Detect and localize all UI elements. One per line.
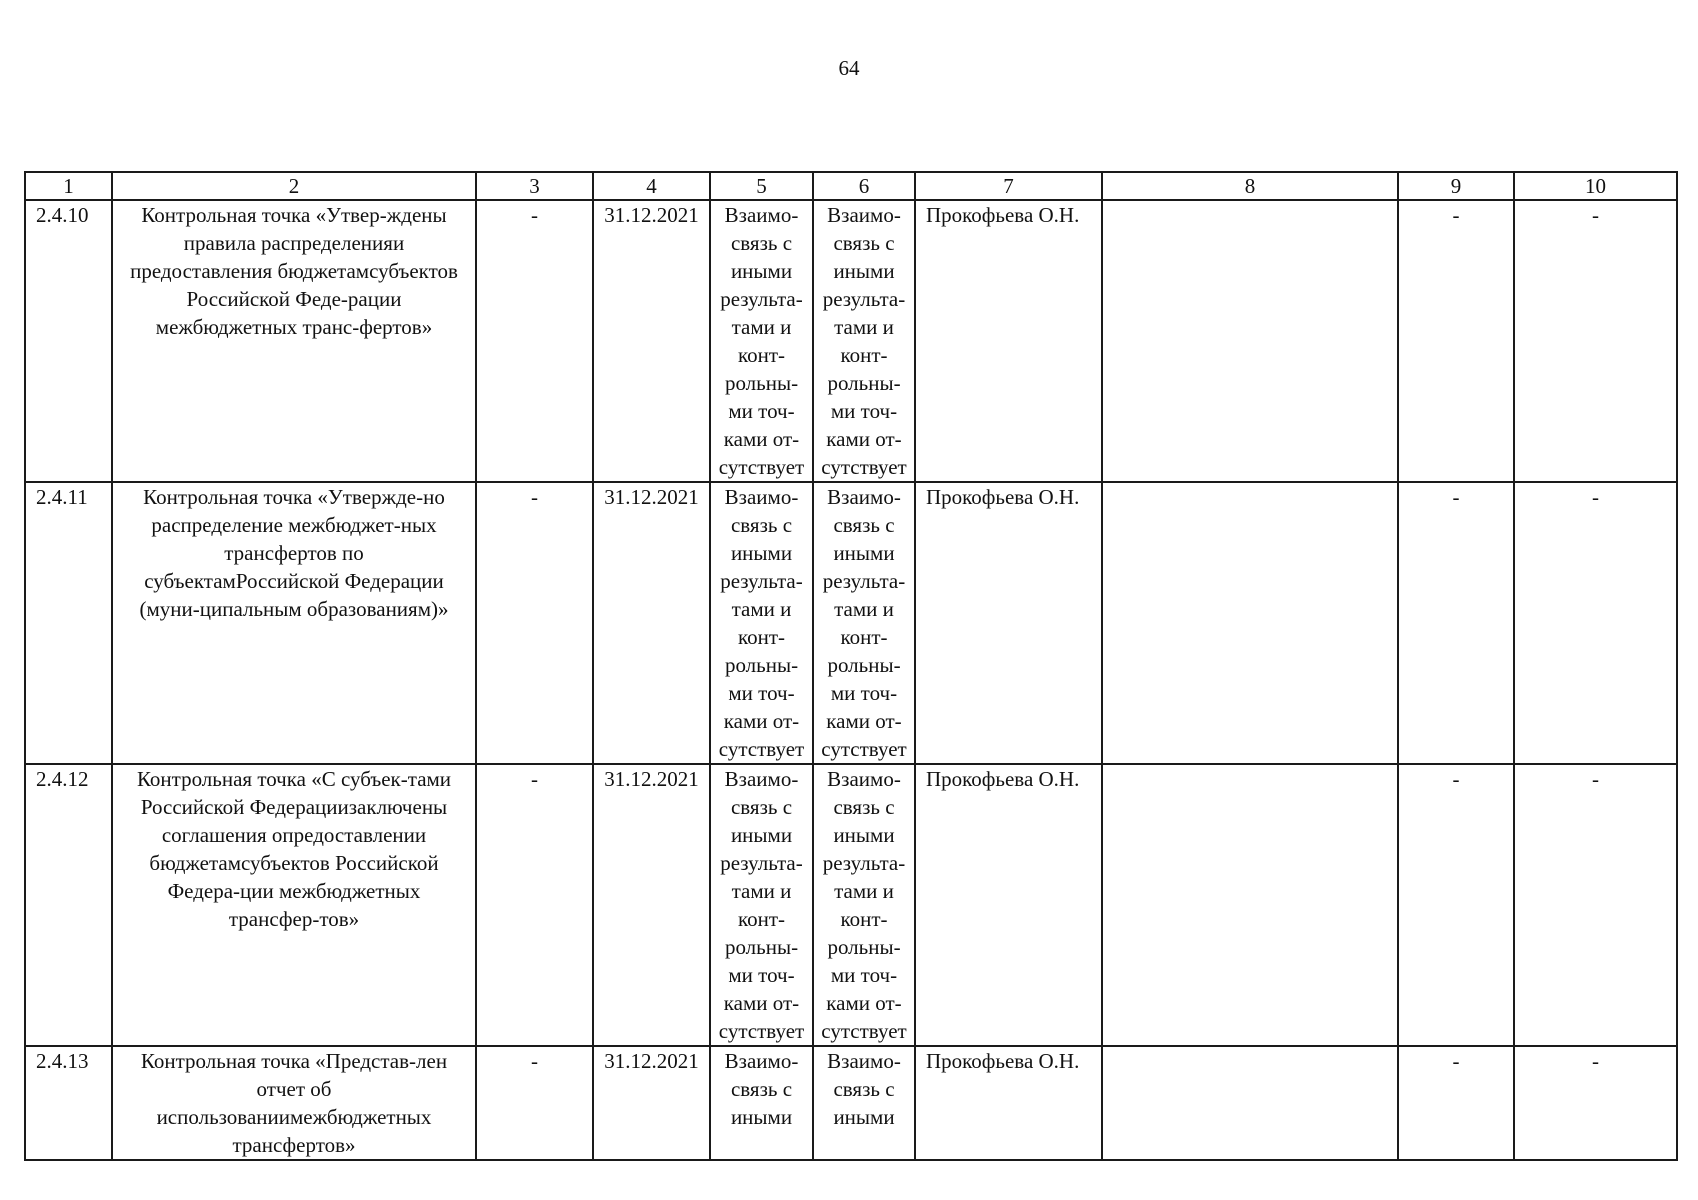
column-9-value: - (1398, 1046, 1514, 1160)
text-line: сутствует (821, 737, 907, 761)
text-line: ми точ- (830, 963, 898, 987)
text-line: конт- (737, 343, 786, 367)
column-5-relation (710, 764, 813, 1046)
text-line: ждены правила распределения (183, 203, 447, 255)
column-8-value (1102, 200, 1398, 482)
text-line: связь с (833, 1077, 895, 1101)
column-6-relation (813, 482, 915, 764)
text-line: конт- (840, 343, 888, 367)
text-line: Взаимо- (827, 203, 901, 227)
text-line: Взаимо- (724, 1049, 799, 1073)
column-header: 7 (915, 172, 1102, 200)
column-header: 5 (710, 172, 813, 200)
text-line: сутствует (718, 1019, 805, 1043)
text-line: тами и (731, 879, 792, 903)
text-line: ками от- (723, 427, 800, 451)
text-line: связь с (730, 1077, 793, 1101)
control-point-name (112, 1046, 476, 1160)
text-line: тами и (834, 879, 894, 903)
text-line: Контрольная точка «С субъек- (136, 767, 408, 791)
column-10-value: - (1514, 764, 1677, 1046)
text-line: результа- (720, 569, 803, 593)
text-line: тами и (834, 315, 894, 339)
text-line: Контрольная точка «Представ- (140, 1049, 417, 1073)
text-line: иными (730, 1105, 793, 1129)
column-header: 4 (593, 172, 710, 200)
text-line: Контрольная точка «Утвер- (141, 203, 387, 227)
text-line: связь с (833, 231, 895, 255)
responsible-person: Прокофьева О.Н. (915, 200, 1102, 482)
column-header: 6 (813, 172, 915, 200)
column-3-value: - (476, 200, 593, 482)
column-8-value (1102, 482, 1398, 764)
text-line: ции межбюджетных трансфер- (228, 879, 421, 931)
page-number: 64 (838, 56, 860, 80)
text-line: рольны- (827, 935, 901, 959)
text-line: иными (833, 823, 895, 847)
text-line: Взаимо- (724, 485, 799, 509)
text-line: результа- (822, 287, 906, 311)
control-point-name (112, 482, 476, 764)
control-points-table (24, 171, 1678, 1161)
text-line: ками от- (826, 709, 902, 733)
text-line: ми точ- (728, 681, 795, 705)
text-line: фертов» (359, 315, 433, 339)
column-5-relation (710, 200, 813, 482)
text-line: рольны- (827, 371, 901, 395)
text-line: рации межбюджетных транс- (155, 287, 402, 339)
text-line: Контрольная точка «Утвержде- (143, 485, 424, 509)
due-date: 31.12.2021 (593, 764, 710, 1046)
text-line: рольны- (724, 653, 799, 677)
column-3-value: - (476, 482, 593, 764)
text-line: иными (833, 1105, 895, 1129)
text-line: ми точ- (728, 399, 795, 423)
text-line: Взаимо- (827, 485, 901, 509)
text-line: результа- (720, 851, 803, 875)
column-header: 9 (1398, 172, 1514, 200)
column-header: 10 (1514, 172, 1677, 200)
text-line: тов» (319, 907, 360, 931)
control-point-name (112, 200, 476, 482)
text-line: конт- (737, 907, 786, 931)
text-line: ных трансфертов по субъектам (144, 513, 437, 593)
column-10-value: - (1514, 1046, 1677, 1160)
column-9-value: - (1398, 482, 1514, 764)
text-line: иными (730, 259, 793, 283)
column-6-relation (813, 1046, 915, 1160)
text-line: ципальным образованиям)» (199, 597, 449, 621)
text-line: но распределение межбюджет- (151, 485, 445, 537)
text-line: результа- (822, 851, 906, 875)
text-line: сутствует (718, 455, 805, 479)
text-line: ками от- (723, 991, 800, 1015)
item-number: 2.4.13 (25, 1046, 112, 1160)
responsible-person: Прокофьева О.Н. (915, 1046, 1102, 1160)
text-line: иными (833, 259, 895, 283)
column-8-value (1102, 764, 1398, 1046)
text-line: субъектов Российской Феде- (186, 259, 458, 311)
table-row (25, 764, 1677, 1046)
text-line: сутствует (821, 1019, 907, 1043)
column-9-value: - (1398, 764, 1514, 1046)
text-line: предоставлении бюджетам (149, 823, 427, 875)
column-8-value (1102, 1046, 1398, 1160)
text-line: связь с (833, 795, 895, 819)
column-10-value: - (1514, 482, 1677, 764)
text-line: связь с (730, 231, 793, 255)
text-line: заключены соглашения о (161, 795, 448, 847)
text-line: Взаимо- (827, 767, 901, 791)
text-line: и предоставления бюджетам (130, 231, 405, 283)
column-5-relation (710, 1046, 813, 1160)
column-header: 2 (112, 172, 476, 200)
text-line: Российской Федерации (муни- (139, 569, 444, 621)
item-number: 2.4.12 (25, 764, 112, 1046)
column-5-relation (710, 482, 813, 764)
text-line: межбюджетных трансфертов» (232, 1105, 432, 1157)
column-header: 8 (1102, 172, 1398, 200)
column-number-header-row (25, 172, 1677, 200)
text-line: Взаимо- (827, 1049, 901, 1073)
text-line: рольны- (724, 371, 799, 395)
text-line: ми точ- (830, 681, 898, 705)
control-point-name (112, 764, 476, 1046)
text-line: сутствует (718, 737, 805, 761)
text-line: конт- (840, 907, 888, 931)
text-line: связь с (833, 513, 895, 537)
text-line: тами и (834, 597, 894, 621)
column-10-value: - (1514, 200, 1677, 482)
column-6-relation (813, 764, 915, 1046)
text-line: лен отчет об использовании (156, 1049, 448, 1129)
due-date: 31.12.2021 (593, 1046, 710, 1160)
column-3-value: - (476, 764, 593, 1046)
text-line: результа- (720, 287, 803, 311)
text-line: тами Российской Федерации (140, 767, 452, 819)
responsible-person: Прокофьева О.Н. (915, 764, 1102, 1046)
due-date: 31.12.2021 (593, 200, 710, 482)
text-line: тами и (731, 315, 792, 339)
text-line: иными (730, 541, 793, 565)
column-header: 3 (476, 172, 593, 200)
text-line: результа- (822, 569, 906, 593)
table-row (25, 482, 1677, 764)
text-line: сутствует (821, 455, 907, 479)
text-line: ми точ- (728, 963, 795, 987)
text-line: ми точ- (830, 399, 898, 423)
item-number: 2.4.11 (25, 482, 112, 764)
text-line: связь с (730, 795, 793, 819)
text-line: иными (730, 823, 793, 847)
text-line: иными (833, 541, 895, 565)
text-line: Взаимо- (724, 203, 799, 227)
item-number: 2.4.10 (25, 200, 112, 482)
column-header: 1 (25, 172, 112, 200)
text-line: тами и (731, 597, 792, 621)
due-date: 31.12.2021 (593, 482, 710, 764)
text-line: рольны- (827, 653, 901, 677)
text-line: Взаимо- (724, 767, 799, 791)
table-row (25, 1046, 1677, 1160)
column-9-value: - (1398, 200, 1514, 482)
column-3-value: - (476, 1046, 593, 1160)
responsible-person: Прокофьева О.Н. (915, 482, 1102, 764)
text-line: субъектов Российской Федера- (167, 851, 439, 903)
text-line: связь с (730, 513, 793, 537)
column-6-relation (813, 200, 915, 482)
text-line: конт- (737, 625, 786, 649)
text-line: ками от- (826, 427, 902, 451)
text-line: ками от- (826, 991, 902, 1015)
text-line: ками от- (723, 709, 800, 733)
table-row (25, 200, 1677, 482)
text-line: рольны- (724, 935, 799, 959)
text-line: конт- (840, 625, 888, 649)
